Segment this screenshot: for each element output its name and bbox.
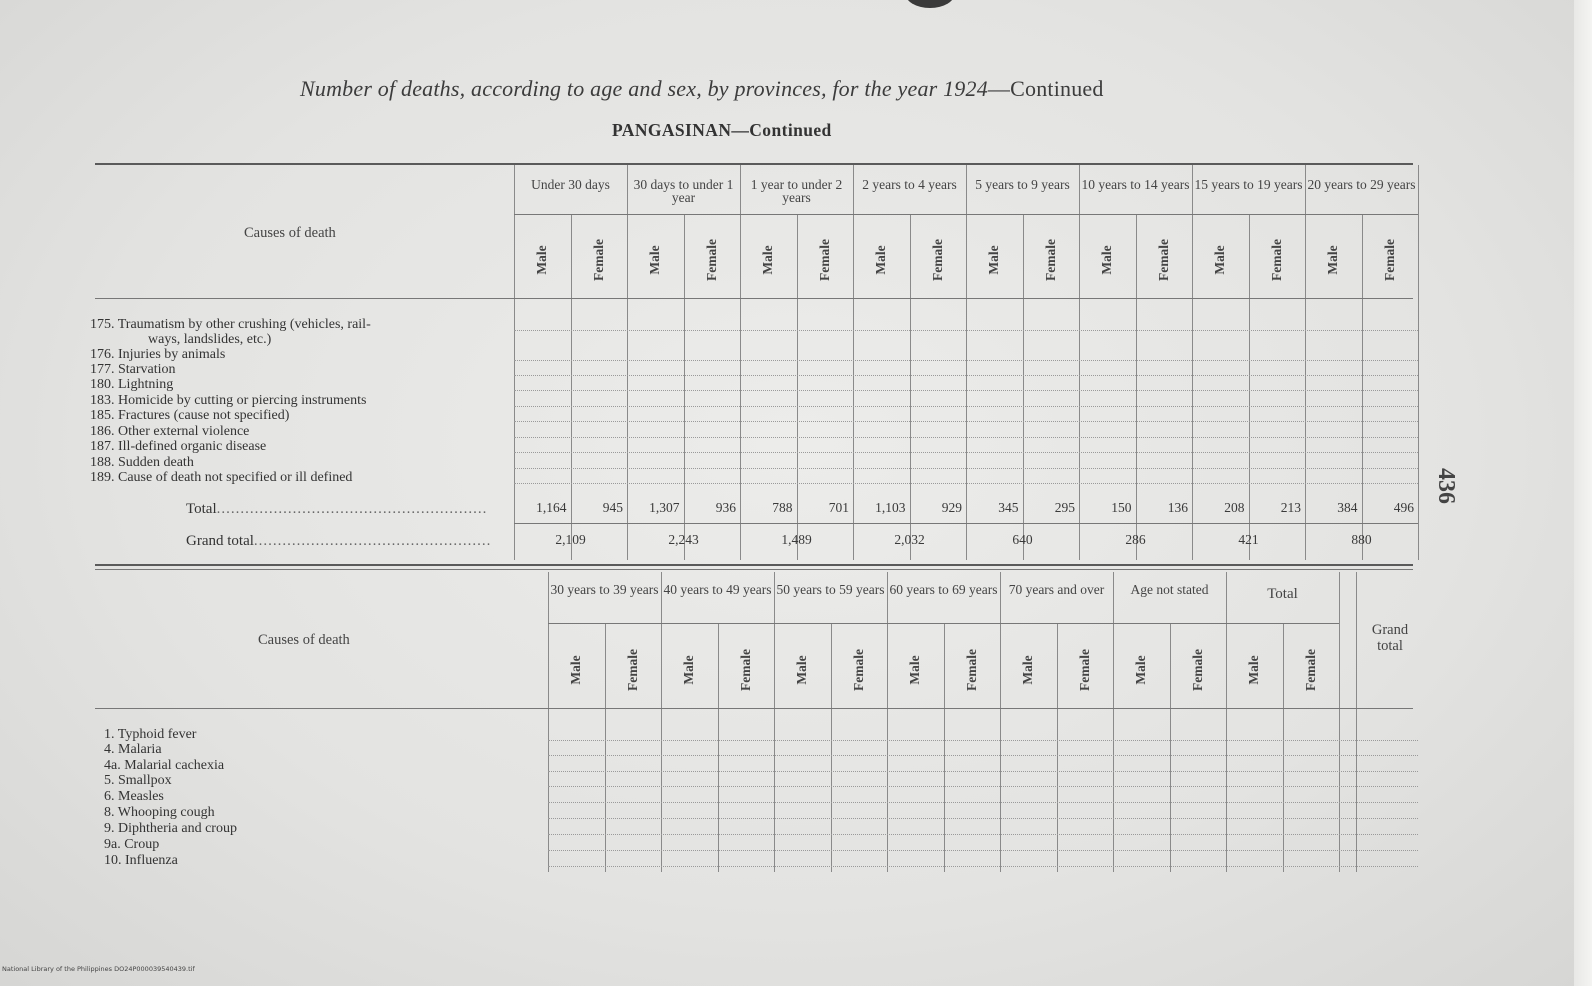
row-leader	[548, 866, 1418, 867]
sex-label: Female	[1381, 239, 1397, 281]
column-divider	[887, 572, 888, 872]
sex-label: Male	[760, 245, 776, 275]
column-divider	[1356, 572, 1357, 872]
age-group-header: 70 years and over	[1008, 582, 1105, 597]
top-causes-header: Causes of death	[244, 225, 336, 241]
table-row-label: 4a. Malarial cachexia	[104, 758, 225, 773]
total-cell: 945	[602, 500, 623, 515]
sex-label: Male	[1099, 245, 1115, 275]
sex-label: Female	[1076, 649, 1092, 691]
bottom-header-rule	[95, 708, 1413, 709]
row-leader	[548, 802, 1418, 803]
sex-label: Male	[907, 655, 923, 685]
table-row-label: 1. Typhoid fever	[104, 727, 197, 742]
table-row-label: 9a. Croup	[104, 837, 160, 852]
table-row-label: 189. Cause of death not specified or ill defined	[90, 470, 353, 485]
table-row-label: 185. Fractures (cause not specified)	[90, 408, 290, 423]
ink-blot	[905, 0, 955, 8]
page-title: Number of deaths, according to age and sex, by provinces, for the year 1924—Continued	[300, 76, 1104, 101]
grand-total-cell: 286	[1125, 532, 1146, 547]
column-divider	[684, 215, 685, 560]
table-row-label: 5. Smallpox	[104, 773, 172, 788]
column-divider	[548, 572, 549, 872]
column-divider	[910, 215, 911, 560]
grand-total-cell: 2,032	[894, 532, 925, 547]
sex-label: Male	[534, 245, 550, 275]
sex-label: Female	[816, 239, 832, 281]
table-row-label: 180. Lightning	[90, 377, 174, 392]
column-divider	[627, 165, 628, 560]
column-divider	[1000, 572, 1001, 872]
row-leader	[514, 483, 1418, 484]
sex-label: Male	[1020, 655, 1036, 685]
row-leader	[548, 740, 1418, 741]
total-cell: 295	[1054, 500, 1075, 515]
sex-label: Female	[624, 649, 640, 691]
age-group-header: 50 years to 59 years	[776, 582, 885, 597]
total-cell: 788	[772, 500, 793, 515]
sex-label: Male	[986, 245, 1002, 275]
age-group-header: 40 years to 49 years	[663, 582, 772, 597]
sex-label: Female	[1042, 239, 1058, 281]
top-total-label: Total.........................................................	[186, 501, 488, 517]
group-header-rule	[514, 214, 1418, 215]
age-group-header: Age not stated	[1130, 582, 1209, 597]
column-divider	[1305, 165, 1306, 560]
sex-label: Female	[850, 649, 866, 691]
sex-label: Female	[1189, 649, 1205, 691]
table-row-label: 183. Homicide by cutting or piercing instruments	[90, 393, 367, 408]
sex-label: Male	[1325, 245, 1341, 275]
sex-label: Female	[929, 239, 945, 281]
row-leader	[514, 421, 1418, 422]
grand-total-header: Grand total	[1371, 622, 1409, 654]
mid-table-rule-2	[95, 569, 1413, 570]
row-leader	[514, 406, 1418, 407]
row-leader	[548, 850, 1418, 851]
total-cell: 701	[828, 500, 849, 515]
age-group-header: 30 days to under 1 year	[633, 177, 734, 205]
province-subtitle: PANGASINAN—Continued	[612, 120, 832, 140]
column-divider	[740, 165, 741, 560]
sex-label: Female	[737, 649, 753, 691]
table-row-label: 8. Whooping cough	[104, 805, 215, 820]
table-row-label: 177. Starvation	[90, 362, 176, 377]
table-row-label: 4. Malaria	[104, 742, 162, 757]
grand-total-cell: 421	[1238, 532, 1259, 547]
total-cell: 213	[1280, 500, 1301, 515]
table-row-label: 175. Traumatism by other crushing (vehicles, rail-	[90, 317, 371, 332]
total-cell: 1,103	[875, 500, 906, 515]
scan-footer: National Library of the Philippines DO24P000039540439.tif	[2, 965, 195, 973]
age-group-header: Total	[1267, 586, 1298, 602]
column-divider	[853, 165, 854, 560]
page-number: 436	[1433, 468, 1459, 504]
column-divider	[1249, 215, 1250, 560]
grand-total-cell: 880	[1351, 532, 1372, 547]
top-header-rule	[95, 298, 1413, 299]
row-leader	[514, 360, 1418, 361]
row-leader	[514, 390, 1418, 391]
total-cell: 208	[1224, 500, 1245, 515]
sex-label: Male	[1246, 655, 1262, 685]
column-divider	[1113, 572, 1114, 872]
row-leader	[514, 468, 1418, 469]
mid-table-rule	[95, 564, 1413, 566]
age-group-header: 20 years to 29 years	[1307, 177, 1416, 192]
sex-label: Male	[681, 655, 697, 685]
table-row-label: 9. Diphtheria and croup	[104, 821, 237, 836]
row-leader	[514, 375, 1418, 376]
column-divider	[774, 572, 775, 872]
total-cell: 1,164	[536, 500, 567, 515]
grand-total-cell: 640	[1012, 532, 1033, 547]
sex-label: Female	[590, 239, 606, 281]
total-cell: 929	[941, 500, 962, 515]
row-leader	[548, 771, 1418, 772]
sex-label: Male	[794, 655, 810, 685]
total-cell: 136	[1167, 500, 1188, 515]
total-cell: 496	[1393, 500, 1414, 515]
sex-label: Female	[1302, 649, 1318, 691]
sex-label: Male	[1133, 655, 1149, 685]
grand-total-cell: 2,109	[555, 532, 586, 547]
total-rule	[514, 523, 1418, 524]
grand-total-cell: 1,489	[781, 532, 812, 547]
column-divider	[1192, 165, 1193, 560]
group-header-rule	[548, 623, 1339, 624]
row-leader	[548, 755, 1418, 756]
table-row-label: 187. Ill-defined organic disease	[90, 439, 267, 454]
row-leader	[548, 834, 1418, 835]
sex-label: Female	[1155, 239, 1171, 281]
total-cell: 1,307	[649, 500, 680, 515]
column-divider	[1418, 165, 1419, 560]
age-group-header: 1 year to under 2 years	[750, 177, 843, 205]
column-divider	[661, 572, 662, 872]
table-row-label: 176. Injuries by animals	[90, 347, 226, 362]
bottom-causes-header: Causes of death	[258, 632, 350, 648]
column-divider	[1079, 165, 1080, 560]
sex-label: Male	[1212, 245, 1228, 275]
sex-label: Male	[568, 655, 584, 685]
row-leader	[548, 818, 1418, 819]
grand-total-cell: 2,243	[668, 532, 699, 547]
sex-label: Male	[873, 245, 889, 275]
age-group-header: 30 years to 39 years	[550, 582, 659, 597]
total-cell: 345	[998, 500, 1019, 515]
row-leader	[514, 330, 1418, 331]
table-row-label-cont: ways, landslides, etc.)	[148, 332, 272, 347]
age-group-header: 60 years to 69 years	[889, 582, 998, 597]
row-leader	[514, 452, 1418, 453]
table-row-label: 186. Other external violence	[90, 424, 250, 439]
top-table-rule	[95, 163, 1413, 165]
row-leader	[548, 786, 1418, 787]
column-divider	[797, 215, 798, 560]
page-edge	[1574, 0, 1592, 986]
table-row-label: 188. Sudden death	[90, 455, 194, 470]
sex-label: Female	[703, 239, 719, 281]
column-divider	[1023, 215, 1024, 560]
age-group-header: 5 years to 9 years	[975, 177, 1070, 192]
total-cell: 936	[715, 500, 736, 515]
age-group-header: Under 30 days	[531, 177, 610, 192]
table-row-label: 10. Influenza	[104, 853, 178, 868]
sex-label: Female	[1268, 239, 1284, 281]
column-divider	[1136, 215, 1137, 560]
age-group-header: 10 years to 14 years	[1081, 177, 1190, 192]
sex-label: Female	[963, 649, 979, 691]
column-divider	[966, 165, 967, 560]
column-divider	[1339, 572, 1340, 872]
column-divider	[1362, 215, 1363, 560]
sex-label: Male	[647, 245, 663, 275]
total-cell: 150	[1111, 500, 1132, 515]
column-divider	[1226, 572, 1227, 872]
age-group-header: 15 years to 19 years	[1194, 177, 1303, 192]
top-grand-total-label: Grand total..................................................	[186, 533, 492, 549]
row-leader	[514, 437, 1418, 438]
table-row-label: 6. Measles	[104, 789, 164, 804]
column-divider	[571, 215, 572, 560]
age-group-header: 2 years to 4 years	[862, 177, 957, 192]
total-cell: 384	[1337, 500, 1358, 515]
column-divider	[514, 165, 515, 560]
